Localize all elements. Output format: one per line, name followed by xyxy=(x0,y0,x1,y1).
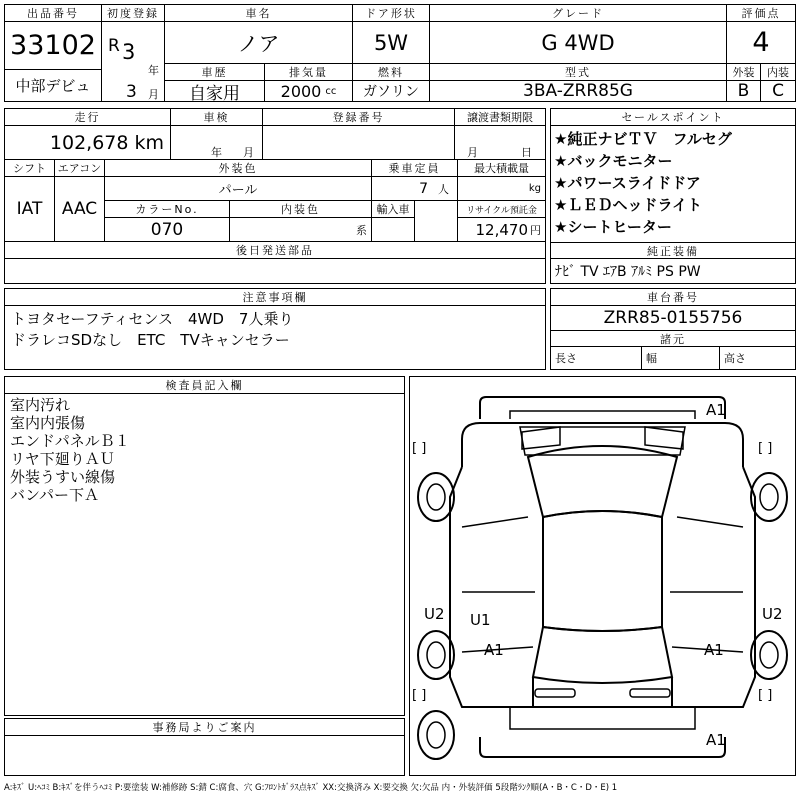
sales-point-item: ★ＬＥＤヘッドライト xyxy=(554,196,702,214)
color-no-label: カラーNo. xyxy=(105,201,230,218)
fuel-value: ガソリン xyxy=(353,81,430,101)
later-parts-label: 後日発送部品 xyxy=(5,242,545,259)
recycle-unit: 円 xyxy=(530,223,541,237)
type-label: 型式 xyxy=(430,64,727,81)
capacity-unit: 人 xyxy=(438,182,449,196)
wheel-rear-left-hub xyxy=(427,642,445,668)
bracket-right-front: [ ] xyxy=(758,441,773,456)
chassis-panel xyxy=(550,288,796,370)
score-label: 評価点 xyxy=(727,5,795,22)
ac-value: AAC xyxy=(55,177,105,242)
displacement-label: 排気量 xyxy=(265,64,353,81)
maxload-unit: kg xyxy=(528,183,541,194)
inspector-note: 室内内張傷 xyxy=(10,414,86,432)
history-value: 自家用 xyxy=(165,81,265,101)
legend: A:ｷｽﾞ U:ﾍｺﾐ B:ｷｽﾞを伴うﾍｺﾐ P:要塗装 W:補修跡 S:錆 C:腐食、穴 G:ﾌﾛﾝﾄｶﾞﾗｽ点ｷｽﾞ XX:交換済み X:要交換 欠:欠品 内・外装評価 5段階ﾗﾝｸ順(A・B・C・D・E) 1 xyxy=(4,783,618,793)
wheel-rear-right-hub xyxy=(760,642,778,668)
width-cell xyxy=(642,347,720,369)
sales-point-item: ★バックモニター xyxy=(554,152,673,170)
exterior-color-label: 外装色 xyxy=(105,160,372,177)
wheel-rear-right xyxy=(751,631,787,679)
rear-outline xyxy=(533,677,672,707)
reg-month: 3 xyxy=(126,82,137,101)
damage-mark: A1 xyxy=(706,401,726,419)
grade-label: グレード xyxy=(430,5,727,22)
damage-mark: A1 xyxy=(484,641,504,659)
left-side xyxy=(450,467,533,707)
reg-year: 3 xyxy=(122,40,136,64)
height-label: 高さ xyxy=(724,352,746,365)
caution-panel xyxy=(4,288,546,370)
rear-window xyxy=(533,627,672,683)
transfer-day-unit: 日 xyxy=(521,146,532,159)
rear-bumper-bar xyxy=(480,737,725,757)
recycle-box xyxy=(458,218,545,242)
shift-value: IAT xyxy=(5,177,55,242)
right-side xyxy=(672,467,755,707)
reg-month-unit: 月 xyxy=(148,88,159,101)
windshield xyxy=(528,446,677,517)
genuine-value: ﾅﾋﾞ TV ｴｱB ｱﾙﾐ PS PW xyxy=(555,264,701,280)
spare-tire-hub xyxy=(427,722,445,748)
interior-color-unit: 系 xyxy=(356,223,367,237)
wheel-rear-left xyxy=(418,631,454,679)
damage-diagram xyxy=(409,376,796,776)
ac-label: エアコン xyxy=(55,160,105,177)
inspector-note: エンドパネルＢ１ xyxy=(10,432,130,450)
interior-grade: C xyxy=(772,81,784,101)
caution-line: ドラレコSDなし ETC TVキャンセラー xyxy=(11,331,290,349)
damage-mark: A1 xyxy=(706,731,726,749)
displacement-box xyxy=(265,81,353,101)
mileage-unit: km xyxy=(134,131,164,154)
tailgate xyxy=(510,707,695,729)
debut-label: 中部デビュ xyxy=(5,70,102,101)
inspector-label: 検査員記入欄 xyxy=(5,377,404,394)
rear-bumper-right xyxy=(630,689,670,697)
inspector-note: 室内汚れ xyxy=(10,396,71,414)
wheel-front-left xyxy=(418,473,454,521)
inspector-note: バンパー下Ａ xyxy=(10,486,99,504)
wheel-front-left-hub xyxy=(427,484,445,510)
inspector-note: 外装うすい線傷 xyxy=(10,468,116,486)
lot-label: 出品番号 xyxy=(5,5,102,22)
sales-points-panel xyxy=(550,108,796,284)
front-bumper-inner xyxy=(510,411,695,419)
recycle-value: 12,470 xyxy=(475,220,528,239)
caution-lines xyxy=(11,309,293,351)
displacement-unit: cc xyxy=(325,85,337,97)
inspector-note: リヤ下廻りＡＵ xyxy=(10,450,115,468)
interior-color-box xyxy=(230,218,372,242)
length-label: 長さ xyxy=(555,352,577,365)
reg-year-unit: 年 xyxy=(148,64,159,77)
sales-point-item: ★純正ナビＴＶ フルセグ xyxy=(554,130,732,148)
capacity-box xyxy=(372,177,458,201)
transfer-box xyxy=(455,126,545,160)
damage-mark: U2 xyxy=(762,605,783,623)
bracket-left-rear: [ ] xyxy=(412,688,427,703)
history-label: 車歴 xyxy=(165,64,265,81)
dims-label: 諸元 xyxy=(551,331,795,347)
shift-label: シフト xyxy=(5,160,55,177)
door-label: ドア形状 xyxy=(353,5,430,22)
damage-mark: A1 xyxy=(704,641,724,659)
mileage-box xyxy=(5,126,171,160)
front-grille xyxy=(520,427,685,455)
interior-color-label: 内装色 xyxy=(230,201,372,218)
spare-tire xyxy=(418,711,454,759)
bracket-right-rear: [ ] xyxy=(758,688,773,703)
inspection-month-unit: 月 xyxy=(243,146,254,159)
inspection-year-unit: 年 xyxy=(211,146,222,159)
mileage-value: 102,678 xyxy=(49,131,129,154)
first-reg-label: 初度登録 xyxy=(102,5,165,22)
header-panel xyxy=(4,4,796,102)
score-value: 4 xyxy=(727,22,795,64)
maxload-box xyxy=(458,177,545,201)
office-label: 事務局よりご案内 xyxy=(5,719,404,736)
caution-label: 注意事項欄 xyxy=(5,289,545,306)
height-cell xyxy=(720,347,795,369)
later-parts-value xyxy=(5,259,545,283)
fuel-label: 燃料 xyxy=(353,64,430,81)
genuine-label: 純正装備 xyxy=(551,242,795,259)
sales-point-item: ★シートヒーター xyxy=(554,218,672,236)
color-no-value: 070 xyxy=(105,218,230,242)
left-door-line xyxy=(462,517,535,652)
import-value-2 xyxy=(415,201,458,242)
inspection-label: 車検 xyxy=(171,109,263,126)
displacement-value: 2000 xyxy=(280,81,322,101)
model-value: ノア xyxy=(165,22,353,64)
caution-line: トヨタセーフティセンス 4WD 7人乗り xyxy=(11,310,294,328)
exterior-color-value: パール xyxy=(105,177,372,201)
transfer-label: 譲渡書類期限 xyxy=(455,109,545,126)
sales-points-label: セールスポイント xyxy=(551,109,795,126)
grade-value: G 4WD xyxy=(430,22,727,64)
rear-bumper xyxy=(535,689,575,697)
lot-number: 33102 xyxy=(5,22,102,70)
recycle-label: リサイクル預託金 xyxy=(458,201,545,218)
capacity-value: 7 xyxy=(419,180,428,197)
damage-mark: U2 xyxy=(424,605,445,623)
details-panel xyxy=(4,108,546,284)
roof xyxy=(543,511,662,631)
damage-mark: U1 xyxy=(470,611,491,629)
mileage-label: 走行 xyxy=(5,109,171,126)
regno-value xyxy=(263,126,455,160)
chassis-number: ZRR85-0155756 xyxy=(551,306,795,331)
first-reg-box xyxy=(102,22,165,101)
chassis-label: 車台番号 xyxy=(551,289,795,306)
exterior-label: 外装 xyxy=(727,64,761,81)
capacity-label: 乗車定員 xyxy=(372,160,458,177)
maxload-label: 最大積載量 xyxy=(458,160,545,177)
sales-points-list xyxy=(554,128,732,238)
era-mark: R xyxy=(108,36,120,56)
import-value xyxy=(372,218,415,242)
model-label: 車名 xyxy=(165,5,353,22)
bracket-left-front: [ ] xyxy=(412,441,427,456)
right-door-line xyxy=(670,517,743,652)
transfer-month-unit: 月 xyxy=(467,146,478,159)
front-bumper xyxy=(480,397,725,419)
sales-point-item: ★パワースライドドア xyxy=(554,174,701,192)
inspection-box xyxy=(171,126,263,160)
width-label: 幅 xyxy=(646,352,657,365)
interior-label: 内装 xyxy=(761,64,795,81)
headlight-right xyxy=(645,427,683,449)
exterior-grade: B xyxy=(727,81,761,101)
wheel-front-right xyxy=(751,473,787,521)
inspector-panel xyxy=(4,376,405,716)
import-label: 輸入車 xyxy=(372,201,415,218)
office-panel xyxy=(4,718,405,776)
length-cell xyxy=(551,347,642,369)
wheel-front-right-hub xyxy=(760,484,778,510)
regno-label: 登録番号 xyxy=(263,109,455,126)
inspector-notes xyxy=(10,396,130,504)
car-diagram-svg xyxy=(410,377,795,775)
headlight-left xyxy=(522,427,560,449)
door-value: 5W xyxy=(353,22,430,64)
type-value: 3BA-ZRR85G xyxy=(430,81,727,101)
